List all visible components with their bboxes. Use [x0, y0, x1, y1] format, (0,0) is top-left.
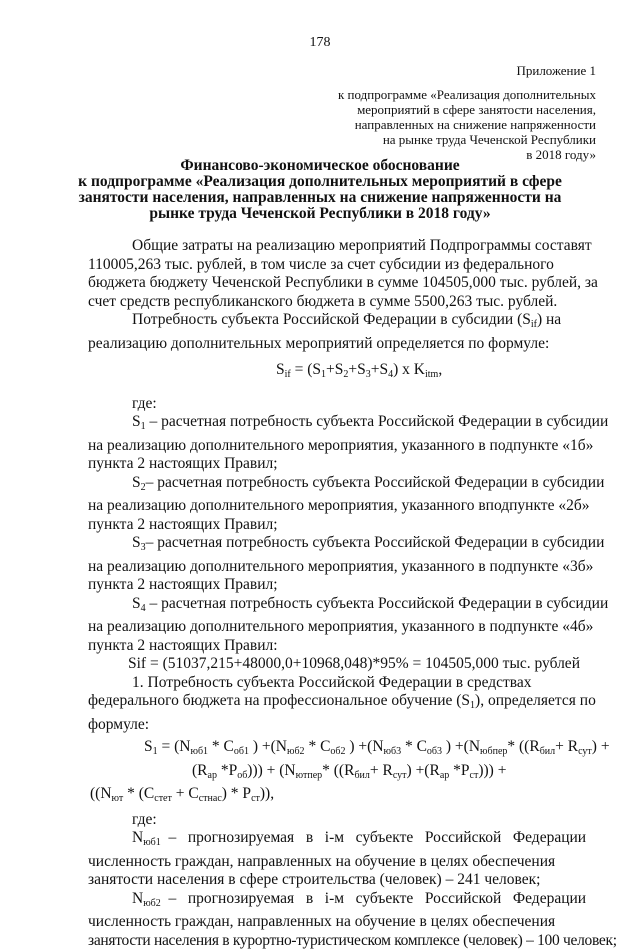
- s-item-3: [88, 534, 598, 595]
- f: – расчетная потребность субъекта Российской Федерации в субсидии: [146, 595, 609, 612]
- s-item-1: [88, 413, 598, 474]
- f: ,: [438, 361, 442, 378]
- appendix-line: направленных на снижение напряженности: [296, 117, 596, 132]
- appendix-line: мероприятий в сфере занятости населения,: [296, 102, 596, 117]
- formula-line: [88, 762, 598, 786]
- f: ютпер: [296, 770, 323, 781]
- f: S: [144, 738, 153, 755]
- s-item-line: на реализацию дополнительного мероприятия, указанного вподпункте «2б»: [88, 497, 598, 516]
- f: ((N: [90, 785, 112, 802]
- f: юб2: [143, 898, 161, 909]
- f: 4: [141, 603, 146, 614]
- f: * C: [401, 738, 427, 755]
- s-item-line: пункта 2 настоящих Правил;: [88, 576, 598, 595]
- f: об3: [427, 746, 442, 757]
- f: юб1: [190, 746, 208, 757]
- f: S: [132, 595, 141, 612]
- document-body: [88, 237, 598, 950]
- f: * ((R: [322, 762, 354, 779]
- f: 2: [343, 369, 348, 380]
- s-item-line: [88, 413, 598, 437]
- f: ст: [251, 793, 260, 804]
- f: ) +(R: [407, 762, 440, 779]
- f: 3: [366, 369, 371, 380]
- paragraph-line: Общие затраты на реализацию мероприятий Подпрограммы составят: [88, 237, 598, 256]
- appendix-line: к подпрограмме «Реализация дополнительных: [296, 87, 596, 102]
- f: ), определяется по: [475, 692, 596, 709]
- s-item-line: пункта 2 настоящих Правил;: [88, 455, 598, 474]
- paragraph-line: бюджета бюджету Чеченской Республики в сумме 104505,000 тыс. рублей, за: [88, 274, 598, 293]
- f: сут: [393, 770, 407, 781]
- f: = (S: [291, 361, 321, 378]
- f: itm: [425, 369, 438, 380]
- f: 1: [153, 746, 158, 757]
- f: )),: [260, 785, 274, 802]
- title-line: Финансово-экономическое обоснование: [70, 158, 570, 174]
- f: + R: [370, 762, 393, 779]
- s-item-line: на реализацию дополнительного мероприятия, указанного в подпункте «1б»: [88, 437, 598, 456]
- formula-s1: [88, 738, 598, 809]
- sif-calculation: Sif = (51037,215+48000,0+10968,048)*95% = 104505,000 тыс. рублей: [88, 655, 598, 674]
- item1-line: 1. Потребность субъекта Российской Федерации в средствах: [88, 674, 598, 693]
- item1-line: [88, 692, 598, 716]
- where-label: где:: [88, 395, 598, 414]
- f: 1: [321, 369, 326, 380]
- f: *P: [449, 762, 469, 779]
- text: Потребность субъекта Российской Федерации в субсидии (S: [132, 311, 531, 328]
- f: = (N: [158, 738, 191, 755]
- f: ар: [440, 770, 449, 781]
- f: + R: [555, 738, 578, 755]
- f: ют: [112, 793, 124, 804]
- f: if: [285, 369, 291, 380]
- where-label-2: где:: [88, 811, 598, 830]
- formula-line: [88, 738, 598, 762]
- f: + C: [172, 785, 199, 802]
- f: ) +(N: [442, 738, 480, 755]
- appendix-title: Приложение 1: [296, 63, 596, 78]
- f: * C: [208, 738, 234, 755]
- f: *P: [217, 762, 237, 779]
- f: +S: [326, 361, 343, 378]
- f: S: [132, 474, 141, 491]
- f: бил: [540, 746, 555, 757]
- s-item-line: пункта 2 настоящих Правил;: [88, 516, 598, 535]
- s-item-line: [88, 534, 598, 558]
- f: * (C: [123, 785, 154, 802]
- f: ) +(N: [346, 738, 384, 755]
- f: ст: [470, 770, 479, 781]
- formula-sif: [88, 361, 598, 385]
- f: ) x K: [393, 361, 425, 378]
- paragraph-line: счет средств республиканского бюджета в сумме 5500,263 тыс. рублей.: [88, 293, 598, 312]
- f: юбпер: [480, 746, 507, 757]
- f: * ((R: [507, 738, 539, 755]
- f: ))) + (N: [247, 762, 295, 779]
- s-item-line: пункта 2 настоящих Правил:: [88, 637, 598, 656]
- item1-line: формуле:: [88, 716, 598, 735]
- n-item-line: численность граждан, направленных на обучение в целях обеспечения: [88, 853, 598, 872]
- n-item-line: численность граждан, направленных на обучение в целях обеспечения: [88, 913, 598, 932]
- formula-line: [88, 785, 598, 809]
- f: об2: [330, 746, 345, 757]
- f: федерального бюджета на профессиональное обучение (S: [88, 692, 470, 709]
- title-line: к подпрограмме «Реализация дополнительных мероприятий в сфере: [70, 174, 570, 190]
- f: N: [132, 829, 143, 846]
- f: +S: [348, 361, 365, 378]
- f: ) +: [592, 738, 610, 755]
- f: ) * P: [222, 785, 251, 802]
- s-item-2: [88, 474, 598, 535]
- f: стнас: [199, 793, 222, 804]
- f: * C: [305, 738, 331, 755]
- f: +S: [371, 361, 388, 378]
- f: юб3: [384, 746, 402, 757]
- n-item-2: [88, 890, 598, 950]
- n-item-line: [88, 829, 598, 853]
- s-item-line: на реализацию дополнительного мероприятия, указанного в подпункте «4б»: [88, 618, 598, 637]
- f: 2: [141, 482, 146, 493]
- text: ) на: [537, 311, 561, 328]
- appendix-line: на рынке труда Чеченской Республики: [296, 132, 596, 147]
- paragraph-line: [88, 311, 598, 335]
- paragraph-line: реализацию дополнительных мероприятий определяется по формуле:: [88, 335, 598, 354]
- subscript: if: [531, 319, 537, 330]
- f: – расчетная потребность субъекта Российской Федерации в субсидии: [146, 413, 609, 430]
- f: юб1: [143, 837, 161, 848]
- f: – расчетная потребность субъекта Российской Федерации в субсидии: [146, 474, 605, 491]
- paragraph-line: 110005,263 тыс. рублей, в том числе за счет субсидии из федерального: [88, 256, 598, 275]
- appendix-note: [296, 63, 596, 162]
- n-item-line: занятости населения в сфере строительства (человек) – 241 человек;: [88, 871, 598, 890]
- f: ) +(N: [249, 738, 287, 755]
- f: об: [237, 770, 247, 781]
- f: сут: [578, 746, 592, 757]
- f: стет: [154, 793, 172, 804]
- title-line: рынке труда Чеченской Республики в 2018 году»: [70, 206, 570, 222]
- f: S: [132, 413, 141, 430]
- f: N: [132, 890, 143, 907]
- n-item-line: [88, 890, 598, 914]
- s-item-line: [88, 595, 598, 619]
- n-item-line: занятости населения в курортно-туристическом комплексе (человек) – 100 человек;: [88, 932, 598, 950]
- f: 1: [470, 700, 475, 711]
- f: юб2: [287, 746, 305, 757]
- f: 4: [388, 369, 393, 380]
- s-item-4: [88, 595, 598, 656]
- f: (R: [192, 762, 208, 779]
- f: S: [132, 534, 141, 551]
- f: об1: [234, 746, 249, 757]
- title-line: занятости населения, направленных на снижение напряженности на: [70, 190, 570, 206]
- document-title: [70, 158, 570, 222]
- f: S: [276, 361, 285, 378]
- f: – прогнозируемая в i-м субъекте Российской Федерации: [161, 890, 586, 907]
- page-number: 178: [0, 35, 640, 51]
- appendix-line: в 2018 году»: [296, 147, 596, 162]
- s-item-line: [88, 474, 598, 498]
- f: 1: [141, 421, 146, 432]
- n-item-1: [88, 829, 598, 890]
- s-item-line: на реализацию дополнительного мероприятия, указанного в подпункте «3б»: [88, 558, 598, 577]
- f: ар: [208, 770, 217, 781]
- f: 3: [141, 542, 146, 553]
- f: ))) +: [478, 762, 506, 779]
- f: – прогнозируемая в i-м субъекте Российской Федерации: [161, 829, 586, 846]
- f: бил: [354, 770, 369, 781]
- f: – расчетная потребность субъекта Российской Федерации в субсидии: [146, 534, 605, 551]
